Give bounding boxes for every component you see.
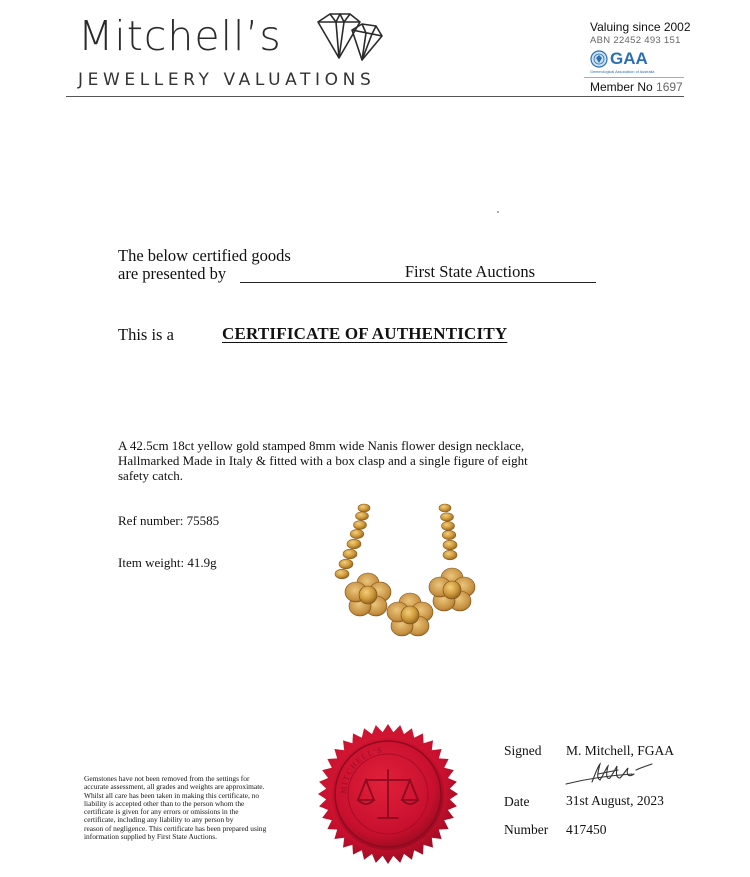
necklace-photo <box>320 500 490 660</box>
item-weight: Item weight: 41.9g <box>118 555 217 570</box>
wax-seal <box>312 718 464 870</box>
seal-text: MITCHELL'S <box>338 745 384 795</box>
disclaimer-line: Whilst all care has been taken in making this certificate, no <box>84 790 260 800</box>
disclaimer-line: information supplied by First State Auctions. <box>84 832 218 842</box>
member-number-value: 1697 <box>656 80 683 94</box>
presenter-underline <box>240 282 596 283</box>
disclaimer-line: certificate, including any liability to any person by <box>84 815 234 825</box>
intro-line-1: The below certified goods <box>118 246 291 265</box>
handwritten-signature <box>562 760 662 790</box>
disclaimer-line: accurate assessment, all grades and weights are approximate. <box>84 782 265 792</box>
certificate-prefix: This is a <box>118 325 174 344</box>
disclaimer-text <box>84 775 294 841</box>
description-line: safety catch. <box>118 468 183 483</box>
disclaimer-line: certificate is given for any errors or omissions in the <box>84 807 239 817</box>
intro-line-2: are presented by <box>118 264 227 283</box>
description-line: Hallmarked Made in Italy & fitted with a box clasp and a single figure of eight <box>118 453 528 468</box>
abn-number: ABN 22452 493 151 <box>590 35 681 46</box>
certificate-title: CERTIFICATE OF AUTHENTICITY <box>222 324 508 343</box>
certificate-number: 417450 <box>566 822 607 837</box>
number-label: Number <box>504 822 549 837</box>
diamond-icon <box>314 12 384 64</box>
disclaimer-line: Gemstones have not been removed from the settings for <box>84 774 250 783</box>
header-divider <box>66 96 684 97</box>
member-label: Member No <box>590 80 653 94</box>
brand-subtitle: JEWELLERY VALUATIONS <box>78 70 376 90</box>
disclaimer-line: reason of negligence. This certificate has been prepared using <box>84 823 267 833</box>
date-label: Date <box>504 794 530 809</box>
brand-name: Mitchell’s <box>78 12 282 60</box>
member-number <box>590 80 683 94</box>
gaa-emblem-icon <box>590 50 608 68</box>
disclaimer-line: liability is accepted other than to the person whom the <box>84 798 245 808</box>
signed-value: M. Mitchell, FGAA <box>566 743 674 758</box>
description-line: A 42.5cm 18ct yellow gold stamped 8mm wide Nanis flower design necklace, <box>118 438 525 453</box>
presenter-name: First State Auctions <box>404 262 535 281</box>
gaa-subtext: Gemmological Association of Australia <box>590 70 655 74</box>
valuing-since: Valuing since 2002 <box>590 20 691 34</box>
date-value: 31st August, 2023 <box>566 793 664 808</box>
member-divider <box>584 77 684 78</box>
item-description <box>118 438 598 483</box>
speck <box>497 211 499 213</box>
ref-number: Ref number: 75585 <box>118 513 220 528</box>
signed-label: Signed <box>504 743 542 758</box>
gaa-logo-text: GAA <box>610 49 648 68</box>
